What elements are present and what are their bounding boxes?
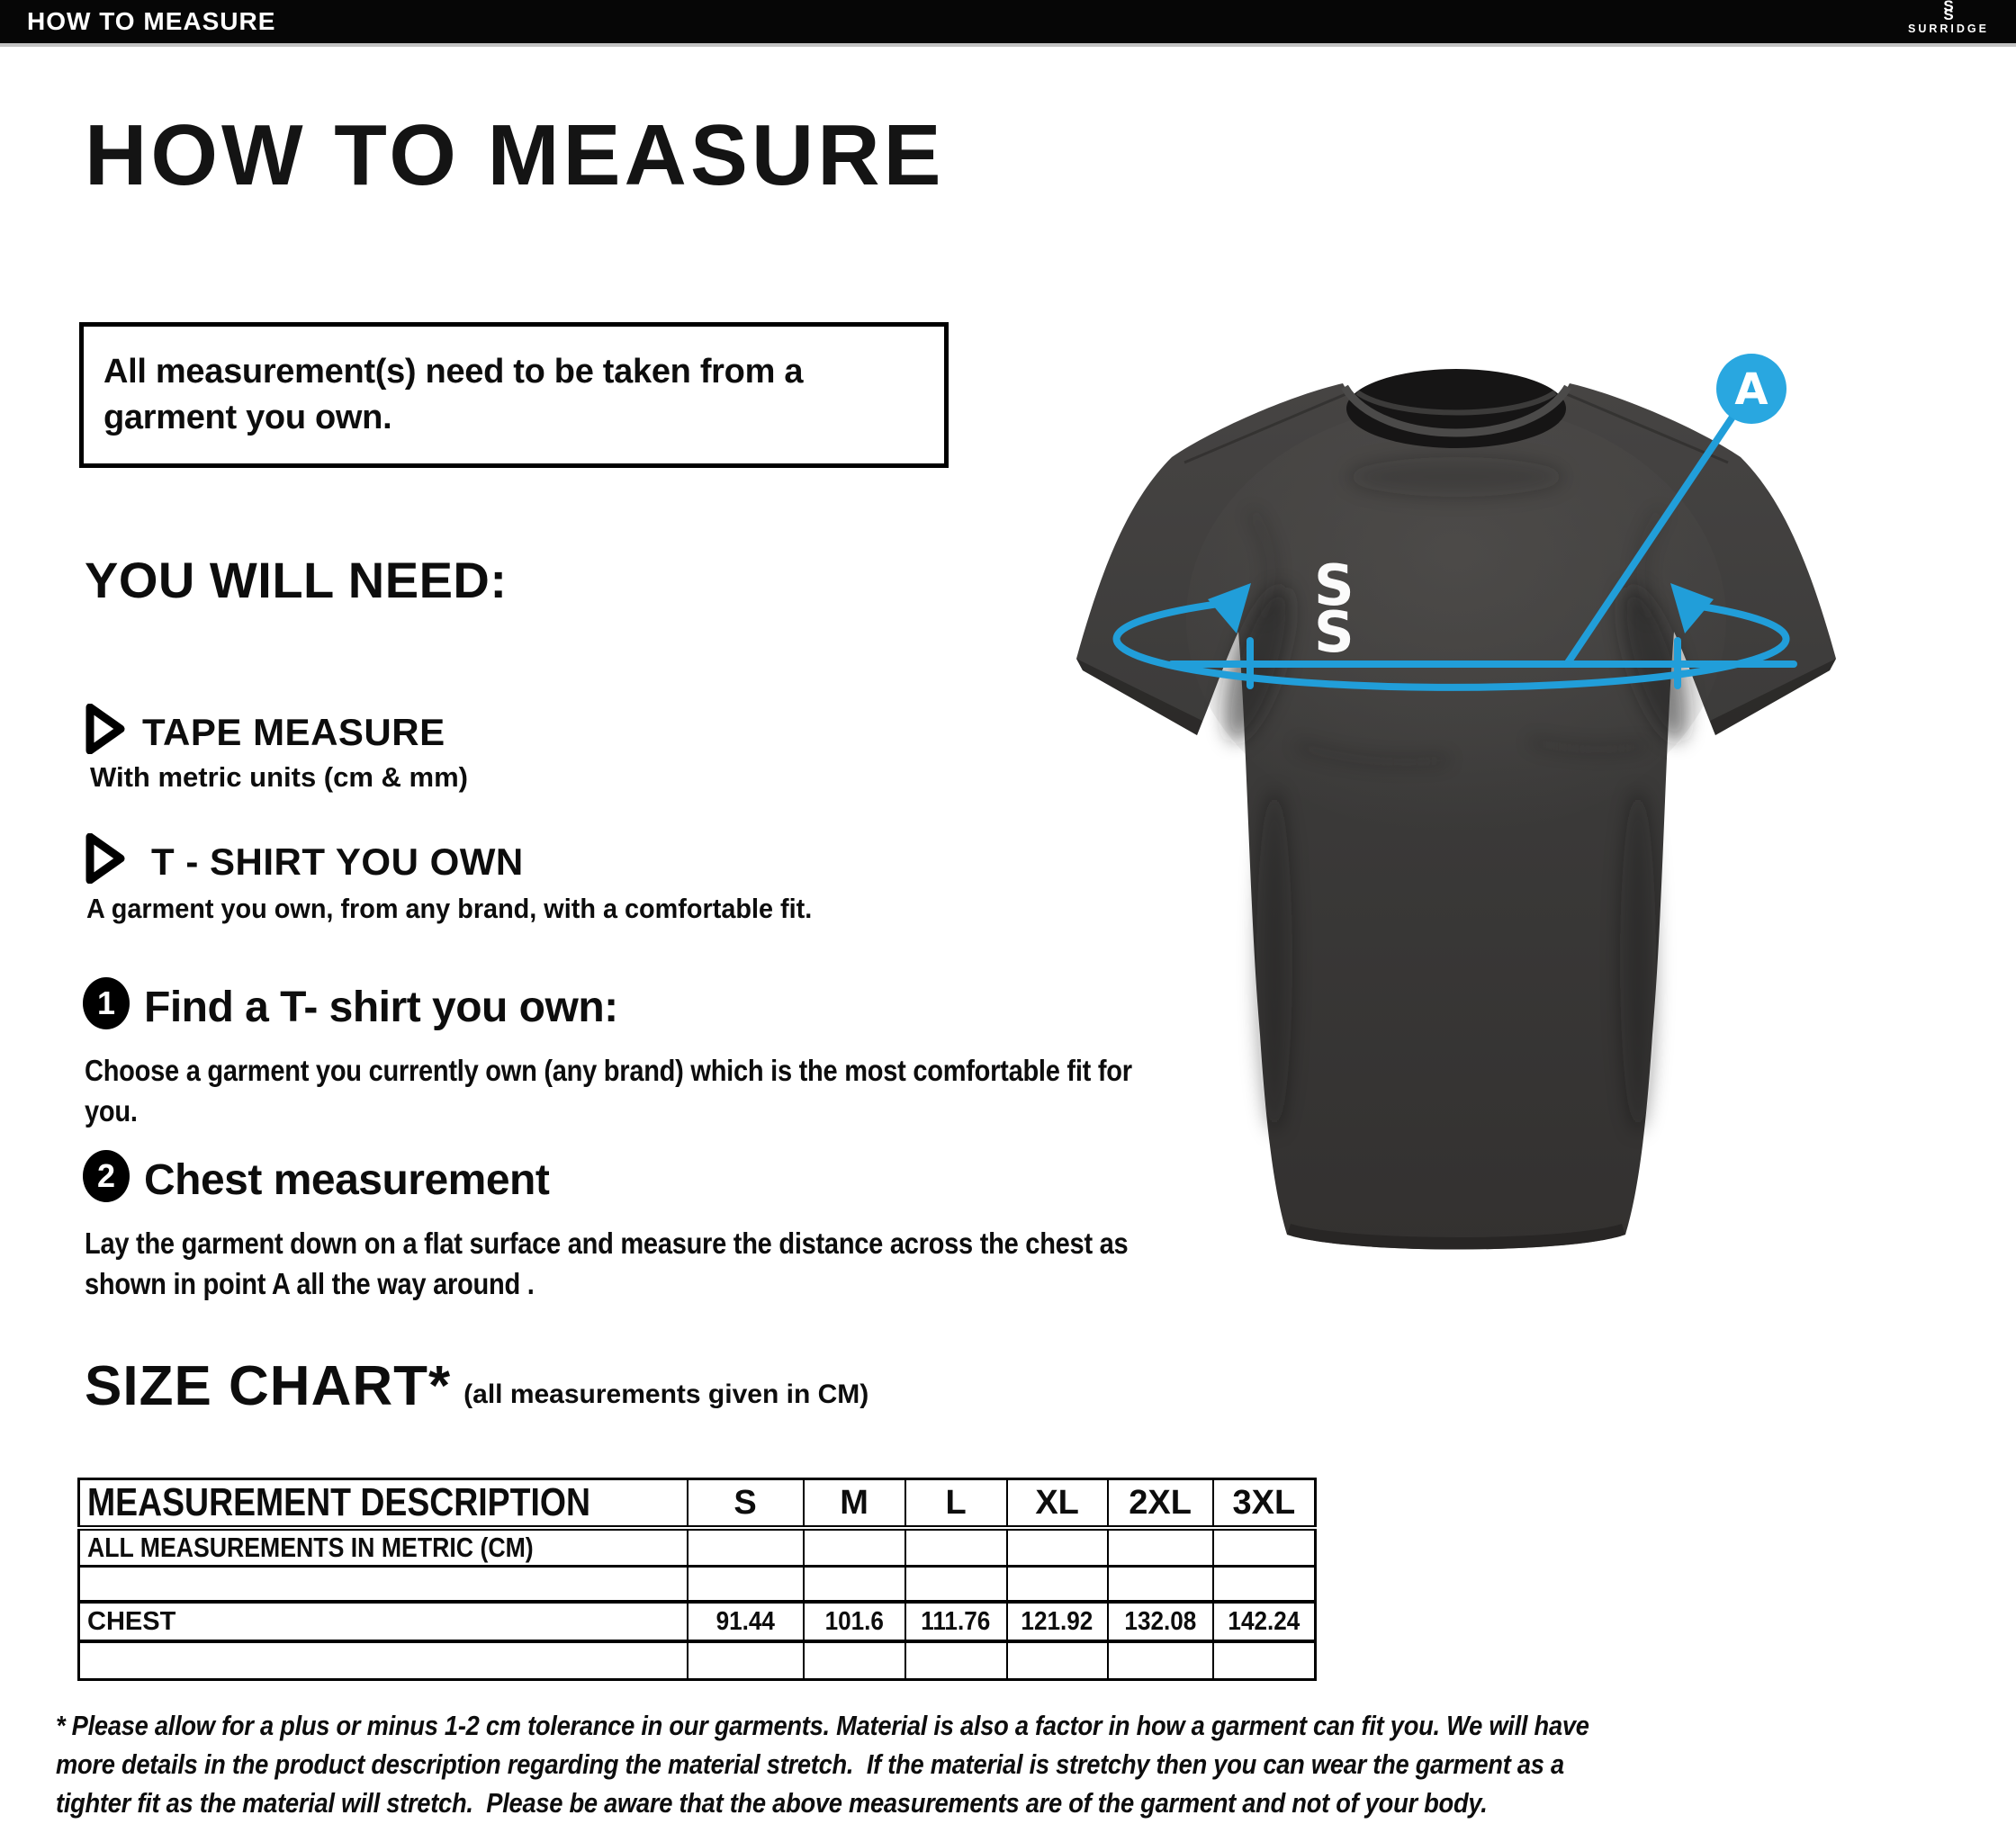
- point-a-badge: [1716, 354, 1786, 424]
- surridge-brand: [1899, 2, 1998, 35]
- step-description: Lay the garment down on a flat surface and measure the distance across the chest as shown in point A all the way around .: [85, 1226, 1129, 1300]
- need-item-subtitle: With metric units (cm & mm): [90, 761, 468, 793]
- table-header-row: [79, 1479, 1316, 1529]
- svg-text:S: S: [1314, 599, 1354, 665]
- page-title: HOW TO MEASURE: [85, 107, 945, 203]
- size-cell: [688, 1641, 804, 1679]
- size-cell: 142.24: [1213, 1602, 1316, 1641]
- table-row: [79, 1602, 1316, 1641]
- size-cell: [804, 1528, 905, 1566]
- tshirt-body: [1076, 369, 1836, 1250]
- step-number-badge: 1: [83, 977, 130, 1029]
- column-header: M: [804, 1479, 905, 1529]
- footnote-line: more details in the product description regarding the material stretch. If the material is stretchy then you can wear the garment as a: [56, 1748, 1564, 1780]
- size-cell: [688, 1566, 804, 1602]
- column-header: 3XL: [1213, 1479, 1316, 1529]
- svg-text:S: S: [1314, 553, 1354, 618]
- size-cell: [1007, 1528, 1108, 1566]
- play-triangle-icon: [85, 704, 126, 759]
- size-cell: 132.08: [1108, 1602, 1213, 1641]
- size-cell: [905, 1528, 1007, 1566]
- table-row: [79, 1528, 1316, 1566]
- tolerance-footnote: [56, 1706, 1798, 1822]
- top-bar-title: HOW TO MEASURE: [27, 7, 276, 35]
- size-cell: 101.6: [804, 1602, 905, 1641]
- size-chart-heading: [85, 1354, 868, 1418]
- tshirt-diagram: [1026, 241, 2016, 1271]
- size-cell: [1213, 1566, 1316, 1602]
- need-item-subtitle: A garment you own, from any brand, with a comfortable fit.: [86, 893, 813, 924]
- column-header: 2XL: [1108, 1479, 1213, 1529]
- surridge-chest-logo-icon: [1314, 553, 1354, 665]
- size-cell: [905, 1566, 1007, 1602]
- size-chart-title: SIZE CHART*: [85, 1355, 452, 1417]
- size-cell: [1007, 1566, 1108, 1602]
- row-label: [79, 1566, 688, 1602]
- size-cell: [1108, 1566, 1213, 1602]
- size-cell: 111.76: [905, 1602, 1007, 1641]
- surridge-wordmark: SURRIDGE: [1908, 22, 1989, 35]
- size-cell: 121.92: [1007, 1602, 1108, 1641]
- column-header: L: [905, 1479, 1007, 1529]
- need-item-title: T - SHIRT YOU OWN: [151, 840, 524, 883]
- size-chart-units-note: (all measurements given in CM): [464, 1379, 869, 1409]
- step-title: Chest measurement: [144, 1156, 550, 1204]
- tshirt-graphic: [1026, 241, 2016, 1267]
- surridge-logo-icon: SS: [1943, 0, 1954, 23]
- size-cell: [1108, 1528, 1213, 1566]
- row-label: CHEST: [79, 1602, 688, 1641]
- step-description: Choose a garment you currently own (any brand) which is the most comfortable fit for you.: [85, 1054, 1132, 1128]
- size-cell: [1007, 1641, 1108, 1679]
- top-bar: [0, 0, 2016, 47]
- size-cell: [905, 1641, 1007, 1679]
- size-cell: [1213, 1528, 1316, 1566]
- you-will-need-heading: YOU WILL NEED:: [85, 552, 508, 608]
- step-title: Find a T- shirt you own:: [144, 984, 618, 1031]
- size-chart-table: [77, 1478, 1317, 1681]
- size-cell: [804, 1566, 905, 1602]
- size-cell: 91.44: [688, 1602, 804, 1641]
- column-header: MEASUREMENT DESCRIPTION: [79, 1479, 688, 1529]
- row-label: ALL MEASUREMENTS IN METRIC (CM): [79, 1528, 688, 1566]
- play-triangle-icon: [85, 833, 126, 888]
- notice-box: All measurement(s) need to be taken from a garment you own.: [79, 322, 949, 468]
- point-a-label: A: [1734, 364, 1768, 415]
- row-label: [79, 1641, 688, 1679]
- size-cell: [1213, 1641, 1316, 1679]
- column-header: XL: [1007, 1479, 1108, 1529]
- footnote-line: * Please allow for a plus or minus 1-2 cm tolerance in our garments. Material is also a factor in how a garment can fit you. We will have: [56, 1710, 1589, 1741]
- size-cell: [1108, 1641, 1213, 1679]
- column-header: S: [688, 1479, 804, 1529]
- need-item-title: TAPE MEASURE: [142, 711, 446, 753]
- table-row: [79, 1641, 1316, 1679]
- footnote-line: tighter fit as the material will stretch. Please be aware that the above measurements are of the garment and not of your body.: [56, 1787, 1488, 1819]
- size-cell: [688, 1528, 804, 1566]
- table-row: [79, 1566, 1316, 1602]
- step-number-badge: 2: [83, 1150, 130, 1202]
- size-cell: [804, 1641, 905, 1679]
